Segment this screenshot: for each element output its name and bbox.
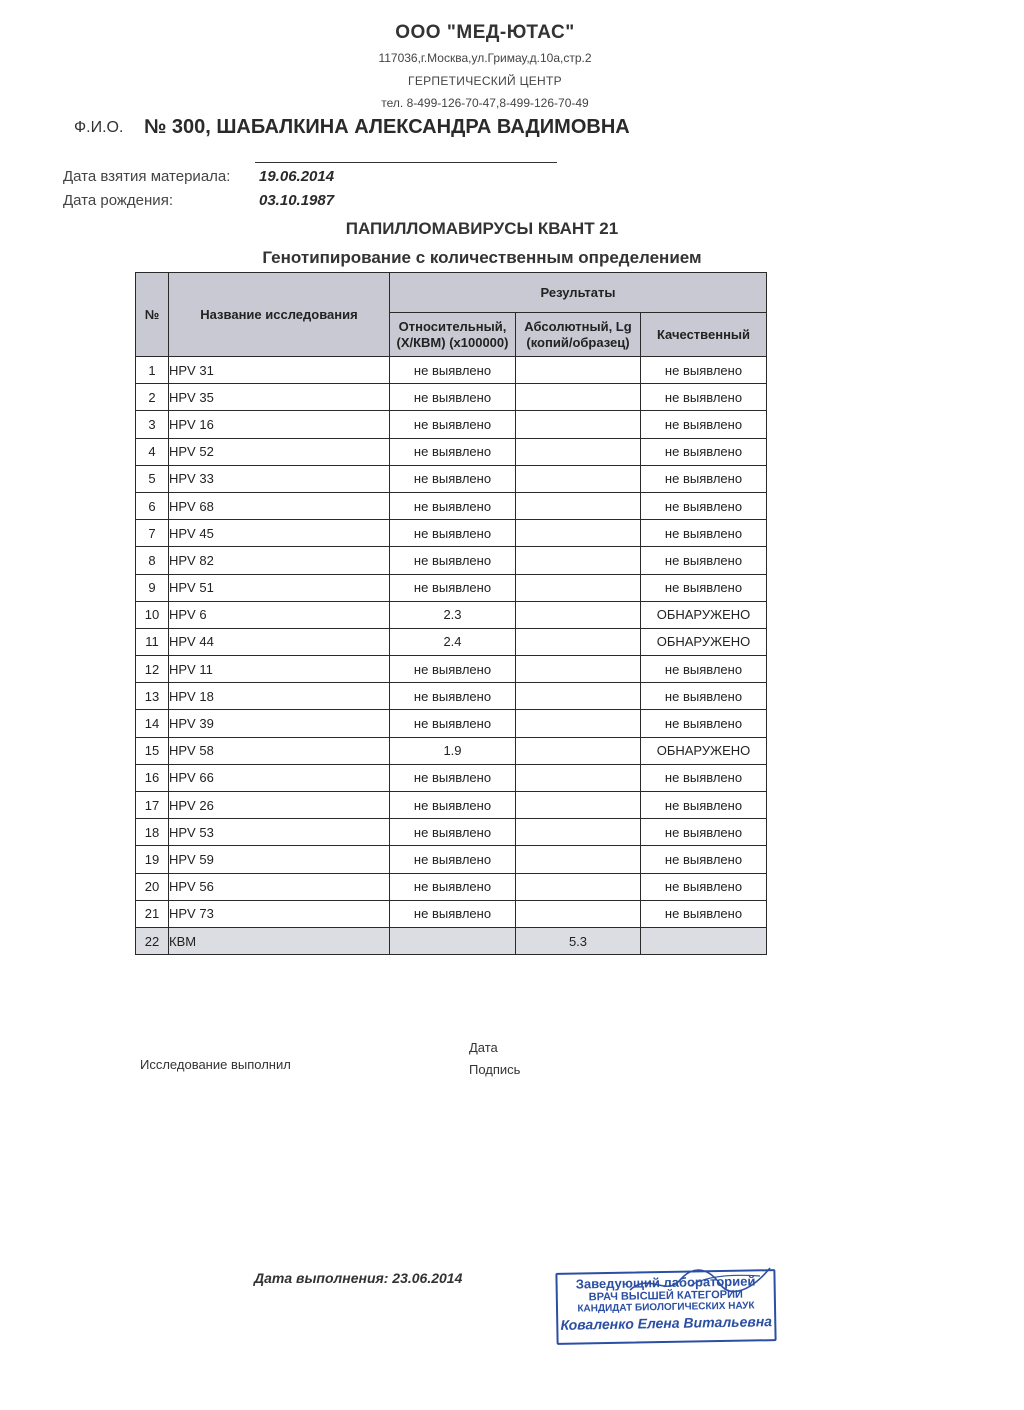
- row-test-name: HPV 68: [169, 492, 390, 519]
- row-relative-value: не выявлено: [390, 465, 516, 492]
- table-row: [136, 384, 767, 411]
- row-qualitative-value: не выявлено: [641, 873, 767, 900]
- birth-date-value: 03.10.1987: [259, 192, 335, 209]
- row-relative-value: не выявлено: [390, 384, 516, 411]
- row-number: 5: [136, 465, 169, 492]
- handwritten-signature: [620, 1262, 780, 1302]
- table-row: [136, 357, 767, 384]
- date-label: Дата: [469, 1040, 498, 1055]
- row-test-name: HPV 82: [169, 547, 390, 574]
- signature-label: Подпись: [469, 1062, 521, 1077]
- table-row: [136, 737, 767, 764]
- row-qualitative-value: не выявлено: [641, 411, 767, 438]
- row-test-name: HPV 31: [169, 357, 390, 384]
- row-relative-value: не выявлено: [390, 411, 516, 438]
- row-relative-value: 2.4: [390, 628, 516, 655]
- row-absolute-value: [516, 601, 641, 628]
- row-qualitative-value: не выявлено: [641, 656, 767, 683]
- row-test-name: HPV 53: [169, 819, 390, 846]
- row-relative-value: [390, 927, 516, 954]
- table-row: [136, 900, 767, 927]
- row-absolute-value: [516, 438, 641, 465]
- row-number: 16: [136, 764, 169, 791]
- row-absolute-value: [516, 411, 641, 438]
- row-absolute-value: [516, 547, 641, 574]
- fio-underline: [255, 162, 557, 163]
- stamp-line4: Коваленко Елена Витальевна: [560, 1313, 773, 1333]
- row-number: 21: [136, 900, 169, 927]
- sample-date-label: Дата взятия материала:: [63, 168, 231, 185]
- row-number: 2: [136, 384, 169, 411]
- row-number: 4: [136, 438, 169, 465]
- row-relative-value: 1.9: [390, 737, 516, 764]
- row-absolute-value: [516, 873, 641, 900]
- row-absolute-value: [516, 819, 641, 846]
- test-title: ПАПИЛЛОМАВИРУСЫ КВАНТ 21: [345, 219, 619, 238]
- row-absolute-value: [516, 764, 641, 791]
- table-row: [136, 574, 767, 601]
- header-results: Результаты: [390, 273, 767, 313]
- row-number: 7: [136, 520, 169, 547]
- row-number: 8: [136, 547, 169, 574]
- row-number: 13: [136, 683, 169, 710]
- table-row: [136, 492, 767, 519]
- table-row: [136, 792, 767, 819]
- birth-date-label: Дата рождения:: [63, 192, 173, 209]
- row-relative-value: не выявлено: [390, 656, 516, 683]
- row-number: 10: [136, 601, 169, 628]
- row-number: 19: [136, 846, 169, 873]
- completion-date: Дата выполнения: 23.06.2014: [254, 1270, 463, 1286]
- row-number: 18: [136, 819, 169, 846]
- table-row: [136, 927, 767, 954]
- row-qualitative-value: не выявлено: [641, 438, 767, 465]
- header-absolute: Абсолютный, Lg (копий/образец): [516, 313, 641, 357]
- row-qualitative-value: ОБНАРУЖЕНО: [641, 737, 767, 764]
- row-absolute-value: [516, 656, 641, 683]
- table-row: [136, 547, 767, 574]
- row-relative-value: не выявлено: [390, 683, 516, 710]
- row-test-name: HPV 44: [169, 628, 390, 655]
- row-relative-value: не выявлено: [390, 492, 516, 519]
- row-qualitative-value: не выявлено: [641, 792, 767, 819]
- row-number: 22: [136, 927, 169, 954]
- header-name: Название исследования: [169, 273, 390, 357]
- row-relative-value: не выявлено: [390, 873, 516, 900]
- row-qualitative-value: ОБНАРУЖЕНО: [641, 601, 767, 628]
- row-qualitative-value: не выявлено: [641, 819, 767, 846]
- row-relative-value: не выявлено: [390, 792, 516, 819]
- row-qualitative-value: не выявлено: [641, 764, 767, 791]
- row-test-name: HPV 45: [169, 520, 390, 547]
- row-absolute-value: [516, 628, 641, 655]
- row-relative-value: не выявлено: [390, 900, 516, 927]
- header-qualitative: Качественный: [641, 313, 767, 357]
- table-row: [136, 846, 767, 873]
- row-qualitative-value: не выявлено: [641, 520, 767, 547]
- row-qualitative-value: не выявлено: [641, 384, 767, 411]
- table-row: [136, 656, 767, 683]
- table-row: [136, 710, 767, 737]
- table-row: [136, 873, 767, 900]
- row-relative-value: не выявлено: [390, 710, 516, 737]
- header-num: №: [136, 273, 169, 357]
- row-test-name: КВМ: [169, 927, 390, 954]
- row-qualitative-value: не выявлено: [641, 900, 767, 927]
- row-relative-value: не выявлено: [390, 574, 516, 601]
- fio-value: № 300, ШАБАЛКИНА АЛЕКСАНДРА ВАДИМОВНА: [144, 116, 630, 138]
- sample-date-value: 19.06.2014: [259, 168, 335, 185]
- row-test-name: HPV 56: [169, 873, 390, 900]
- row-absolute-value: [516, 900, 641, 927]
- row-relative-value: не выявлено: [390, 520, 516, 547]
- row-absolute-value: [516, 683, 641, 710]
- table-row: [136, 520, 767, 547]
- row-number: 17: [136, 792, 169, 819]
- row-absolute-value: [516, 792, 641, 819]
- row-qualitative-value: не выявлено: [641, 465, 767, 492]
- row-test-name: HPV 18: [169, 683, 390, 710]
- row-test-name: HPV 26: [169, 792, 390, 819]
- row-absolute-value: [516, 357, 641, 384]
- fio-label: Ф.И.О.: [74, 119, 124, 136]
- row-qualitative-value: не выявлено: [641, 683, 767, 710]
- row-number: 14: [136, 710, 169, 737]
- row-number: 20: [136, 873, 169, 900]
- row-qualitative-value: [641, 927, 767, 954]
- row-test-name: HPV 11: [169, 656, 390, 683]
- row-test-name: HPV 33: [169, 465, 390, 492]
- table-row: [136, 683, 767, 710]
- stamp-line1: Заведующий лабораторией: [575, 1273, 756, 1292]
- row-qualitative-value: не выявлено: [641, 846, 767, 873]
- row-number: 6: [136, 492, 169, 519]
- row-test-name: HPV 51: [169, 574, 390, 601]
- row-qualitative-value: не выявлено: [641, 710, 767, 737]
- row-relative-value: не выявлено: [390, 547, 516, 574]
- row-absolute-value: 5.3: [516, 927, 641, 954]
- row-qualitative-value: не выявлено: [641, 574, 767, 601]
- results-table: [135, 272, 767, 955]
- row-absolute-value: [516, 846, 641, 873]
- row-number: 12: [136, 656, 169, 683]
- row-qualitative-value: не выявлено: [641, 357, 767, 384]
- row-number: 15: [136, 737, 169, 764]
- row-relative-value: не выявлено: [390, 438, 516, 465]
- table-row: [136, 764, 767, 791]
- executed-by-label: Исследование выполнил: [140, 1057, 291, 1072]
- row-qualitative-value: не выявлено: [641, 492, 767, 519]
- row-relative-value: не выявлено: [390, 764, 516, 791]
- row-relative-value: не выявлено: [390, 357, 516, 384]
- row-absolute-value: [516, 574, 641, 601]
- row-qualitative-value: не выявлено: [641, 547, 767, 574]
- org-department: ГЕРПЕТИЧЕСКИЙ ЦЕНТР: [408, 74, 562, 88]
- row-test-name: HPV 58: [169, 737, 390, 764]
- row-test-name: HPV 52: [169, 438, 390, 465]
- header-relative: Относительный, (Х/КВМ) (х100000): [390, 313, 516, 357]
- row-relative-value: не выявлено: [390, 819, 516, 846]
- org-address: 117036,г.Москва,ул.Гримау,д.10а,стр.2: [378, 51, 592, 65]
- row-number: 11: [136, 628, 169, 655]
- row-relative-value: 2.3: [390, 601, 516, 628]
- table-row: [136, 411, 767, 438]
- row-relative-value: не выявлено: [390, 846, 516, 873]
- row-test-name: HPV 59: [169, 846, 390, 873]
- row-absolute-value: [516, 710, 641, 737]
- table-row: [136, 819, 767, 846]
- stamp-line2: ВРАЧ ВЫСШЕЙ КАТЕГОРИИ: [588, 1288, 743, 1304]
- org-phone: тел. 8-499-126-70-47,8-499-126-70-49: [381, 96, 589, 110]
- row-absolute-value: [516, 492, 641, 519]
- row-number: 1: [136, 357, 169, 384]
- row-test-name: HPV 73: [169, 900, 390, 927]
- table-row: [136, 438, 767, 465]
- table-row: [136, 601, 767, 628]
- test-subtitle: Генотипирование с количественным определением: [262, 248, 702, 267]
- row-number: 9: [136, 574, 169, 601]
- row-absolute-value: [516, 384, 641, 411]
- row-test-name: HPV 6: [169, 601, 390, 628]
- table-row: [136, 628, 767, 655]
- row-test-name: HPV 39: [169, 710, 390, 737]
- row-absolute-value: [516, 465, 641, 492]
- row-test-name: HPV 35: [169, 384, 390, 411]
- row-absolute-value: [516, 737, 641, 764]
- stamp-line3: КАНДИДАТ БИОЛОГИЧЕСКИХ НАУК: [577, 1300, 755, 1315]
- row-absolute-value: [516, 520, 641, 547]
- org-name: ООО "МЕД-ЮТАС": [395, 22, 575, 43]
- results-rows: [136, 357, 767, 955]
- table-row: [136, 465, 767, 492]
- row-test-name: HPV 16: [169, 411, 390, 438]
- row-number: 3: [136, 411, 169, 438]
- row-test-name: HPV 66: [169, 764, 390, 791]
- row-qualitative-value: ОБНАРУЖЕНО: [641, 628, 767, 655]
